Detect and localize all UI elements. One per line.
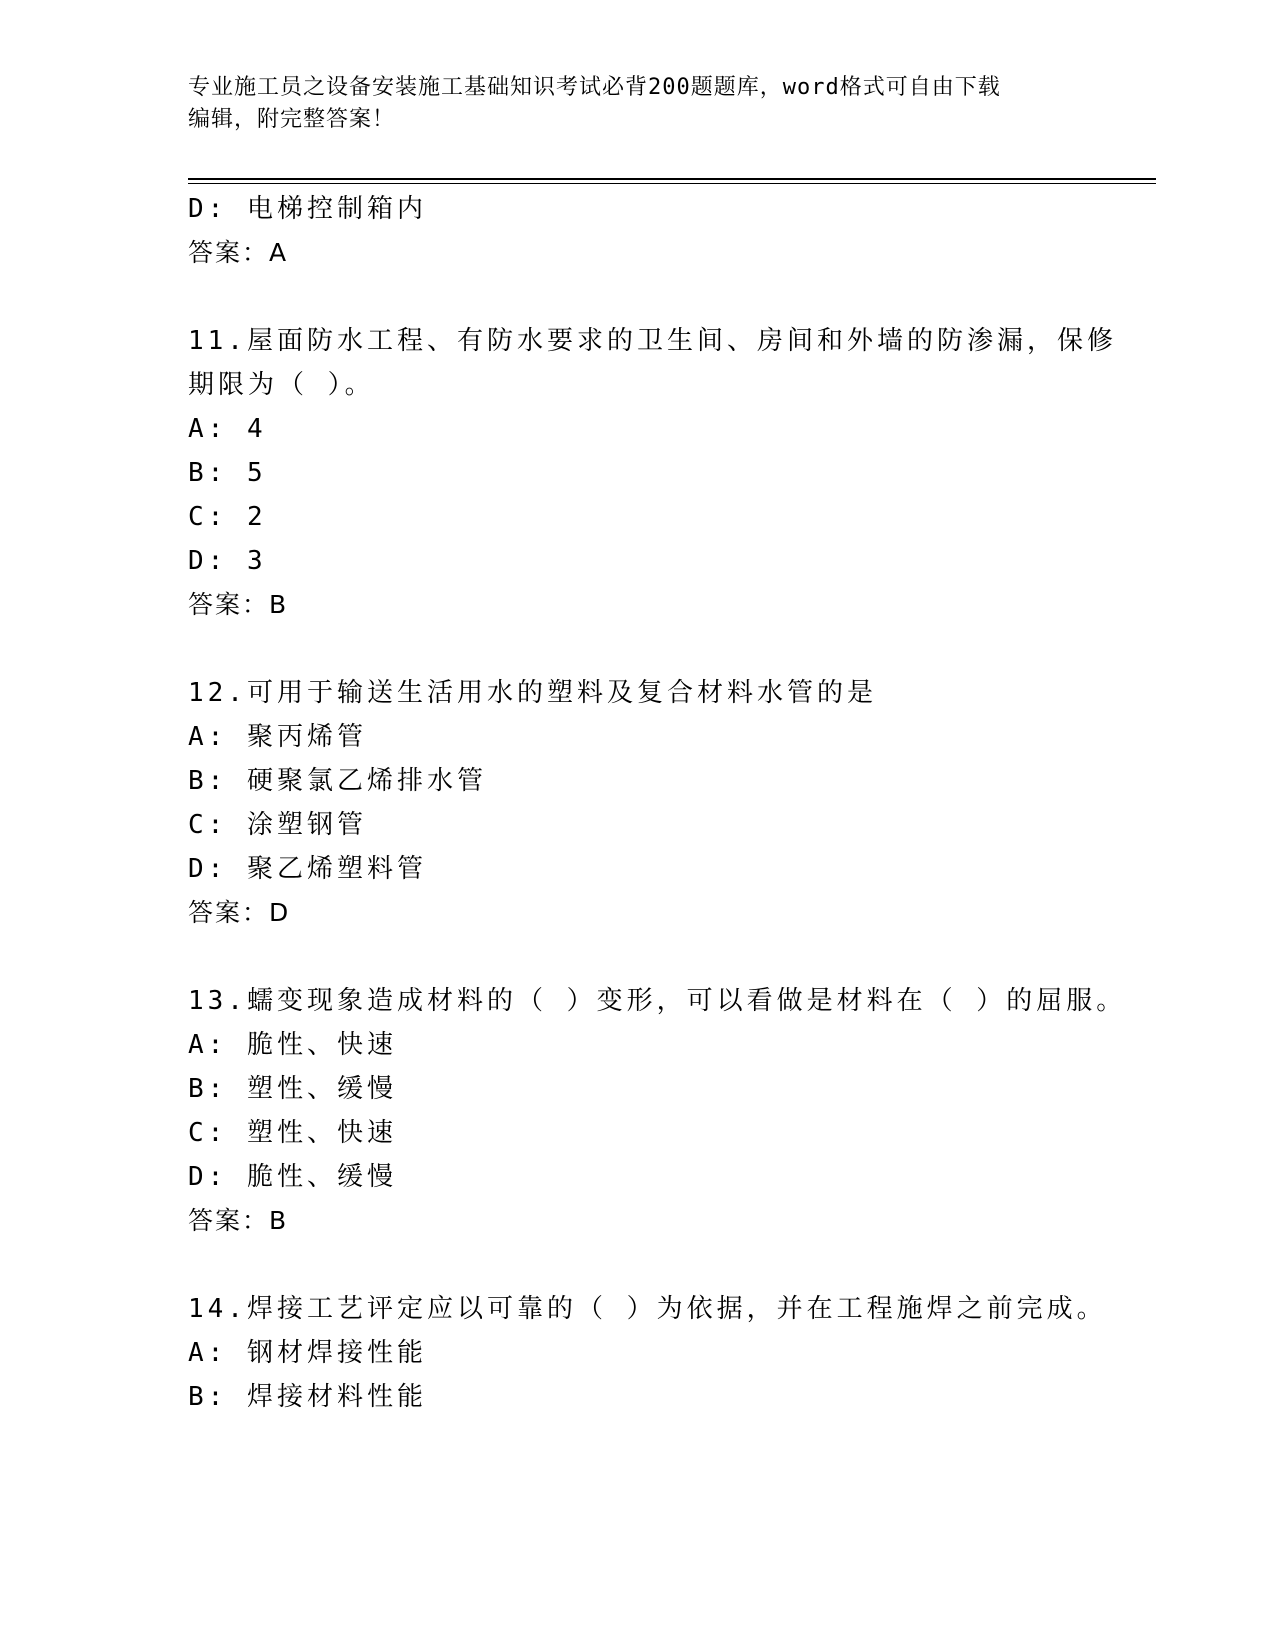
q11-option-a: A: 4 bbox=[188, 414, 267, 444]
q13-option-b: B: 塑性、缓慢 bbox=[188, 1074, 397, 1104]
header-divider-thin bbox=[188, 183, 1156, 184]
q11-answer: 答案：B bbox=[188, 590, 289, 619]
q14-stem: 14.焊接工艺评定应以可靠的（ ）为依据，并在工程施焊之前完成。 bbox=[188, 1294, 1107, 1324]
q13-option-a: A: 脆性、快速 bbox=[188, 1030, 397, 1060]
q13-option-c: C: 塑性、快速 bbox=[188, 1118, 397, 1148]
q11-option-b: B: 5 bbox=[188, 458, 267, 488]
q11-option-c: C: 2 bbox=[188, 502, 267, 532]
q14-option-b: B: 焊接材料性能 bbox=[188, 1382, 427, 1412]
q11-stem-line2: 期限为（ ）。 bbox=[188, 370, 375, 400]
q14-option-a: A: 钢材焊接性能 bbox=[188, 1338, 427, 1368]
q12-option-c: C: 涂塑钢管 bbox=[188, 810, 367, 840]
document-header bbox=[188, 72, 1088, 136]
q10-option-d: D: 电梯控制箱内 bbox=[188, 194, 427, 224]
header-title-line2: 编辑，附完整答案！ bbox=[188, 107, 396, 132]
q13-answer: 答案：B bbox=[188, 1206, 289, 1235]
q13-option-d: D: 脆性、缓慢 bbox=[188, 1162, 397, 1192]
header-divider-thick bbox=[188, 178, 1156, 180]
q12-stem: 12.可用于输送生活用水的塑料及复合材料水管的是 bbox=[188, 678, 877, 708]
q13-stem: 13.蠕变现象造成材料的（ ）变形，可以看做是材料在（ ）的屈服。 bbox=[188, 986, 1127, 1016]
q12-option-d: D: 聚乙烯塑料管 bbox=[188, 854, 427, 884]
q12-option-a: A: 聚丙烯管 bbox=[188, 722, 367, 752]
q12-option-b: B: 硬聚氯乙烯排水管 bbox=[188, 766, 487, 796]
q11-option-d: D: 3 bbox=[188, 546, 267, 576]
q10-answer: 答案：A bbox=[188, 238, 289, 267]
q12-answer: 答案：D bbox=[188, 898, 291, 927]
header-title-line1: 专业施工员之设备安装施工基础知识考试必背200题题库，word格式可自由下载 bbox=[188, 75, 1001, 100]
q11-stem-line1: 11.屋面防水工程、有防水要求的卫生间、房间和外墙的防渗漏，保修 bbox=[188, 326, 1117, 356]
